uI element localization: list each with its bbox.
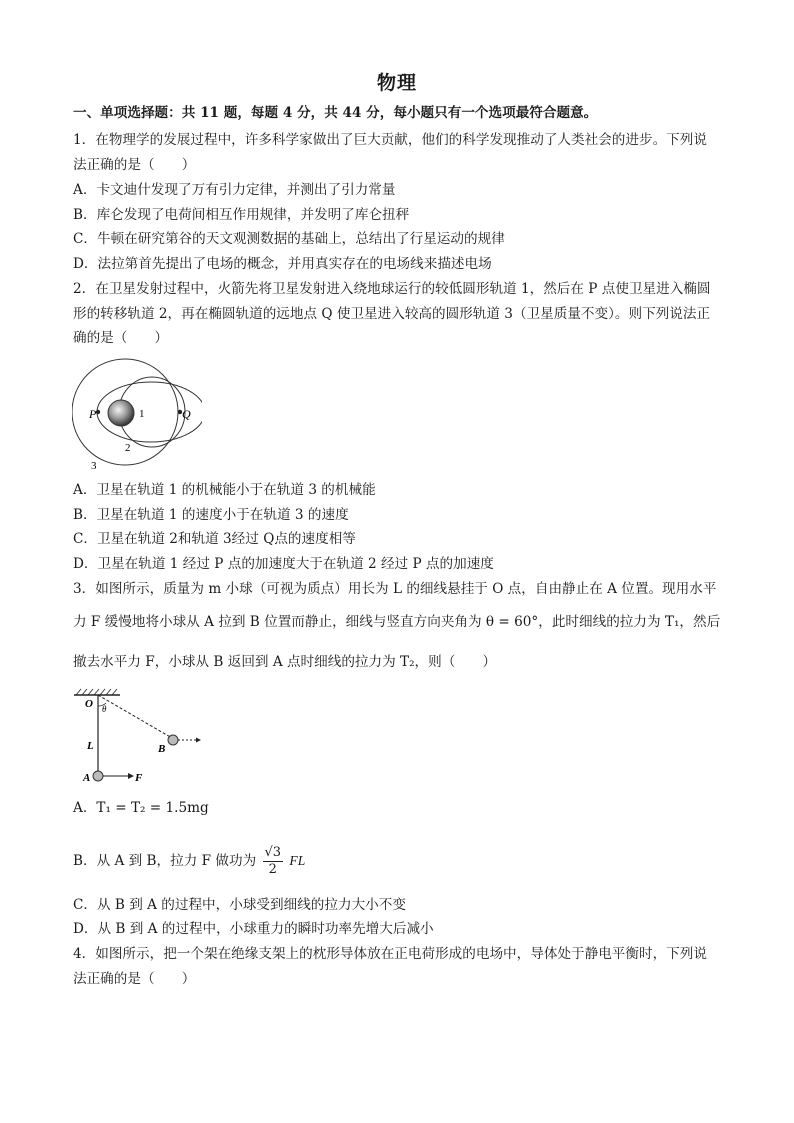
q1-option-b: B．库仑发现了电荷间相互作用规律，并发明了库仑扭秤 (73, 207, 410, 223)
dashed-force-arrowhead (196, 738, 201, 743)
label-f: F (135, 772, 143, 784)
q2-stem-line3: 确的是（ ） (73, 330, 169, 346)
page-title: 物理 (376, 72, 417, 94)
q3-option-c: C．从 B 到 A 的过程中，小球受到细线的拉力大小不变 (73, 897, 406, 913)
label-theta: θ (102, 704, 107, 714)
q2-option-c: C．卫星在轨道 2和轨道 3经过 Q点的速度相等 (73, 531, 356, 547)
q1-option-a: A．卡文迪什发现了万有引力定律，并测出了引力常量 (73, 182, 396, 198)
q2-stem-line2: 形的转移轨道 2，再在椭圆轨道的远地点 Q 使卫星进入较高的圆形轨道 3（卫星质量不变）。则下列说法正 (73, 306, 711, 322)
q4-stem-line1: 4．如图所示，把一个架在绝缘支架上的枕形导体放在正电荷形成的电场中，导体处于静电平衡时，下列说 (73, 946, 707, 962)
q1-stem-line1: 1．在物理学的发展过程中，许多科学家做出了巨大贡献，他们的科学发现推动了人类社会的进步。下列说 (73, 132, 707, 148)
q3-option-d: D．从 B 到 A 的过程中，小球重力的瞬时功率先增大后减小 (73, 921, 434, 937)
label-p: P (89, 407, 97, 421)
q3-stem-line1: 3．如图所示，质量为 m 小球（可视为质点）用长为 L 的细线悬挂于 O 点，自由静止在 A 位置。现用水平 (73, 581, 717, 597)
q3-stem-line3: 撤去水平力 F，小球从 B 返回到 A 点时细线的拉力为 T₂，则（ ） (73, 654, 497, 670)
fraction-denominator: 2 (268, 862, 277, 877)
orbit-diagram (72, 356, 202, 472)
pendulum-diagram (72, 686, 212, 786)
q3-stem-line2: 力 F 缓慢地将小球从 A 拉到 B 位置而静止，细线与竖直方向夹角为 θ = 60°，此时细线的拉力为 T₁，然后 (73, 614, 721, 630)
q1-option-d: D．法拉第首先提出了电场的概念，并用真实存在的电场线来描述电场 (73, 256, 492, 272)
earth (108, 400, 134, 426)
q4-stem-line2: 法正确的是（ ） (73, 971, 196, 987)
q3-option-b-prefix: B．从 A 到 B，拉力 F 做功为 (73, 853, 257, 869)
point-p-dot (96, 410, 100, 414)
section-heading: 一、单项选择题：共 11 题，每题 4 分，共 44 分，每小题只有一个选项最符合题意。 (73, 105, 598, 121)
ceiling-hatch (76, 689, 117, 695)
q2-option-d: D．卫星在轨道 1 经过 P 点的加速度大于在轨道 2 经过 P 点的加速度 (73, 556, 494, 572)
q1-option-c: C．牛顿在研究第谷的天文观测数据的基础上，总结出了行星运动的规律 (73, 231, 505, 247)
q2-stem-line1: 2．在卫星发射过程中，火箭先将卫星发射进入绕地球运行的较低圆形轨道 1，然后在 P 点使卫星进入椭圆 (73, 281, 711, 297)
fraction-sqrt3-over-2 (263, 845, 284, 878)
q2-option-a: A．卫星在轨道 1 的机械能小于在轨道 3 的机械能 (73, 482, 376, 498)
label-l: L (87, 740, 94, 752)
q3-option-b-suffix: FL (289, 853, 306, 868)
force-f-arrowhead (128, 773, 134, 779)
q3-option-a: A．T₁ = T₂ = 1.5mg (73, 800, 209, 816)
label-o: O (85, 698, 93, 710)
label-orbit-1: 1 (139, 408, 145, 420)
label-orbit-2: 2 (125, 442, 131, 454)
q1-stem-line2: 法正确的是（ ） (73, 157, 196, 173)
string-dashed (98, 695, 172, 738)
label-b: B (158, 743, 166, 755)
fraction-numerator: √3 (264, 845, 282, 860)
q2-option-b: B．卫星在轨道 1 的速度小于在轨道 3 的速度 (73, 507, 349, 523)
ball-b (168, 735, 178, 745)
q3-option-b (73, 843, 733, 879)
ball-a (93, 771, 103, 781)
label-orbit-3: 3 (91, 460, 97, 472)
label-q: Q (182, 407, 191, 421)
label-a: A (83, 772, 91, 784)
